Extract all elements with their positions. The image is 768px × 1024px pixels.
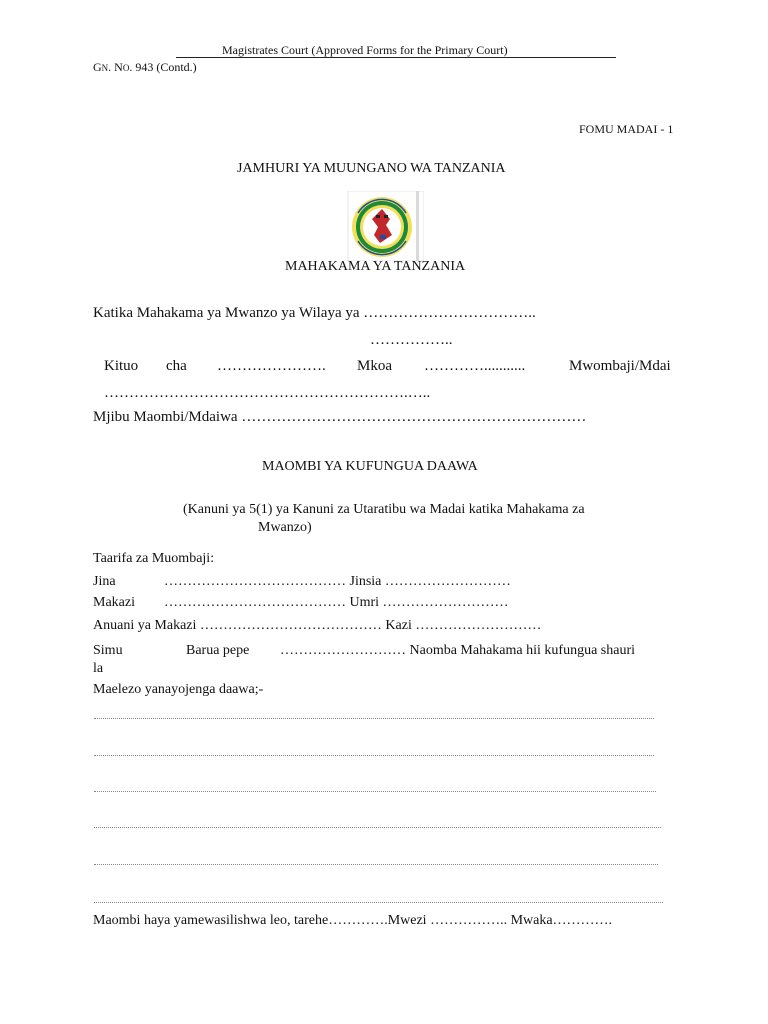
district-continuation-dots: …………….. <box>370 332 453 348</box>
judiciary-emblem-icon <box>344 191 424 261</box>
jina-label: Jina <box>93 574 116 589</box>
kituo-dots: …………………. <box>217 358 326 374</box>
description-line-2 <box>94 755 654 756</box>
plaintiff-dots: …………………………………………………….….. <box>104 385 431 401</box>
rule-reference-line-1: (Kanuni ya 5(1) ya Kanuni za Utaratibu wa Madai katika Mahakama za <box>183 502 585 517</box>
applicant-heading: Taarifa za Muombaji: <box>93 551 215 566</box>
court-name: MAHAKAMA YA TANZANIA <box>285 259 466 274</box>
plaintiff-label: Mwombaji/Mdai <box>569 358 671 374</box>
gazette-header-title: Magistrates Court (Approved Forms for the Primary Court) <box>222 43 508 57</box>
rule-reference-line-2: Mwanzo) <box>258 520 312 535</box>
anuani-line: Anuani ya Makazi ………………………………… Kazi ……………………… <box>93 618 542 633</box>
description-line-4 <box>94 827 661 828</box>
mkoa-label: Mkoa <box>357 358 392 374</box>
submission-date-line: Maombi haya yamewasilishwa leo, tarehe………….Mwezi …………….. Mwaka…………. <box>93 913 613 928</box>
form-code: FOMU MADAI - 1 <box>579 122 674 136</box>
description-line-6 <box>94 902 663 903</box>
request-line: ……………………… Naomba Mahakama hii kufungua shauri <box>280 643 635 658</box>
simu-label: Simu <box>93 643 123 658</box>
barua-pepe-label: Barua pepe <box>186 643 250 658</box>
kituo-label: Kituo <box>104 358 139 374</box>
description-line-1 <box>94 718 654 719</box>
header-underline <box>176 57 616 58</box>
district-court-line: Katika Mahakama ya Mwanzo ya Wilaya ya …………………………….. <box>93 305 536 321</box>
mkoa-dots: …………........... <box>424 358 526 374</box>
jina-jinsia-dots: ………………………………… Jinsia ……………………… <box>164 574 511 589</box>
makazi-label: Makazi <box>93 595 135 610</box>
republic-title: JAMHURI YA MUUNGANO WA TANZANIA <box>237 161 506 176</box>
section-title: MAOMBI YA KUFUNGUA DAAWA <box>262 459 478 474</box>
description-line-3 <box>94 791 656 792</box>
request-line-continuation: la <box>93 661 104 676</box>
claim-description-label: Maelezo yanayojenga daawa;- <box>93 682 264 697</box>
cha-label: cha <box>166 358 187 374</box>
description-line-5 <box>94 864 658 865</box>
gazette-notice-number: GN. NO. 943 (Contd.) <box>93 60 197 74</box>
makazi-umri-dots: ………………………………… Umri ……………………… <box>164 595 509 610</box>
respondent-line: Mjibu Maombi/Mdaiwa …………………………………………………………… <box>93 409 587 425</box>
